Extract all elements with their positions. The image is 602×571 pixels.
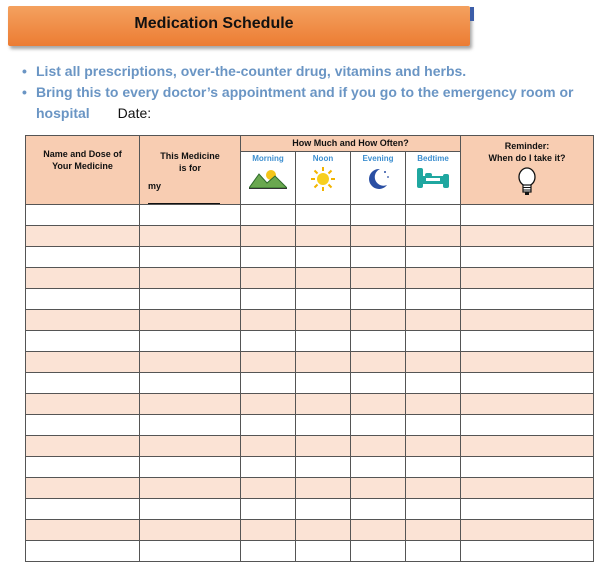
morning-cell[interactable]	[241, 394, 296, 415]
medicine-cell[interactable]	[26, 352, 140, 373]
bedtime-cell[interactable]	[406, 457, 461, 478]
instructions-list	[22, 61, 592, 124]
morning-cell[interactable]	[241, 226, 296, 247]
column-header-noon	[296, 151, 351, 204]
column-header-bedtime	[406, 151, 461, 204]
table-row	[26, 457, 594, 478]
table-row	[26, 541, 594, 562]
evening-cell[interactable]	[351, 226, 406, 247]
purpose-cell[interactable]	[140, 331, 241, 352]
sun-icon	[310, 166, 336, 192]
reminder-cell[interactable]	[461, 289, 594, 310]
purpose-blank-line	[148, 194, 220, 204]
medicine-cell[interactable]	[26, 247, 140, 268]
column-header-frequency: How Much and How Often?	[241, 136, 461, 152]
header-reminder-line2: When do I take it?	[488, 153, 566, 163]
table-row	[26, 226, 594, 247]
purpose-cell[interactable]	[140, 436, 241, 457]
noon-cell[interactable]	[296, 415, 351, 436]
table-row	[26, 310, 594, 331]
evening-cell[interactable]	[351, 520, 406, 541]
reminder-cell[interactable]	[461, 415, 594, 436]
reminder-cell[interactable]	[461, 205, 594, 226]
purpose-cell[interactable]	[140, 457, 241, 478]
table-row	[26, 520, 594, 541]
reminder-cell[interactable]	[461, 268, 594, 289]
header-purpose-line1: This Medicine	[160, 151, 220, 161]
medicine-cell[interactable]	[26, 373, 140, 394]
evening-cell[interactable]	[351, 352, 406, 373]
bedtime-cell[interactable]	[406, 268, 461, 289]
bedtime-cell[interactable]	[406, 478, 461, 499]
table-row	[26, 499, 594, 520]
medicine-cell[interactable]	[26, 205, 140, 226]
noon-cell[interactable]	[296, 352, 351, 373]
morning-cell[interactable]	[241, 247, 296, 268]
evening-cell[interactable]	[351, 394, 406, 415]
morning-cell[interactable]	[241, 205, 296, 226]
purpose-cell[interactable]	[140, 541, 241, 562]
bedtime-cell[interactable]	[406, 331, 461, 352]
morning-cell[interactable]	[241, 310, 296, 331]
bedtime-cell[interactable]	[406, 373, 461, 394]
morning-cell[interactable]	[241, 541, 296, 562]
purpose-cell[interactable]	[140, 268, 241, 289]
bedtime-cell[interactable]	[406, 226, 461, 247]
purpose-cell[interactable]	[140, 226, 241, 247]
noon-cell[interactable]	[296, 373, 351, 394]
evening-cell[interactable]	[351, 541, 406, 562]
moon-stars-icon	[365, 166, 391, 192]
purpose-cell[interactable]	[140, 310, 241, 331]
medicine-cell[interactable]	[26, 331, 140, 352]
reminder-cell[interactable]	[461, 373, 594, 394]
medicine-cell[interactable]	[26, 226, 140, 247]
date-label: Date:	[117, 105, 152, 121]
table-body	[26, 205, 594, 562]
reminder-cell[interactable]	[461, 436, 594, 457]
noon-cell[interactable]	[296, 499, 351, 520]
table-row	[26, 268, 594, 289]
noon-label: Noon	[312, 153, 334, 163]
table-row	[26, 436, 594, 457]
morning-cell[interactable]	[241, 499, 296, 520]
bedtime-cell[interactable]	[406, 499, 461, 520]
bedtime-cell[interactable]	[406, 310, 461, 331]
instruction-text: List all prescriptions, over-the-counter drug, vitamins and herbs.	[36, 63, 467, 79]
lightbulb-icon	[517, 167, 537, 197]
evening-cell[interactable]	[351, 310, 406, 331]
reminder-cell[interactable]	[461, 310, 594, 331]
noon-cell[interactable]	[296, 205, 351, 226]
reminder-cell[interactable]	[461, 499, 594, 520]
table-row	[26, 352, 594, 373]
bedtime-cell[interactable]	[406, 247, 461, 268]
morning-label: Morning	[252, 153, 284, 163]
column-header-name	[26, 136, 140, 205]
bedtime-cell[interactable]	[406, 205, 461, 226]
reminder-cell[interactable]	[461, 478, 594, 499]
reminder-cell[interactable]	[461, 247, 594, 268]
sunrise-hills-icon	[249, 166, 287, 190]
instruction-text	[36, 82, 592, 124]
noon-cell[interactable]	[296, 289, 351, 310]
evening-cell[interactable]	[351, 478, 406, 499]
purpose-cell[interactable]	[140, 394, 241, 415]
bedtime-cell[interactable]	[406, 352, 461, 373]
purpose-cell[interactable]	[140, 373, 241, 394]
medicine-cell[interactable]	[26, 394, 140, 415]
instruction-item	[22, 61, 592, 82]
morning-cell[interactable]	[241, 520, 296, 541]
column-header-morning	[241, 151, 296, 204]
medication-table	[25, 135, 594, 562]
evening-cell[interactable]	[351, 247, 406, 268]
table-row	[26, 289, 594, 310]
column-header-reminder	[461, 136, 594, 205]
morning-cell[interactable]	[241, 331, 296, 352]
title-banner	[8, 6, 470, 46]
bedtime-cell[interactable]	[406, 520, 461, 541]
bedtime-cell[interactable]	[406, 289, 461, 310]
bed-icon	[416, 166, 450, 190]
evening-label: Evening	[362, 153, 394, 163]
bedtime-cell[interactable]	[406, 415, 461, 436]
purpose-blank	[148, 180, 232, 204]
instruction-item	[22, 82, 592, 124]
medicine-cell[interactable]	[26, 499, 140, 520]
instruction-text-body: Bring this to every doctor’s appointment and if you go to the emergency room or hospital	[36, 84, 574, 121]
table-row	[26, 415, 594, 436]
column-header-evening	[351, 151, 406, 204]
purpose-cell[interactable]	[140, 499, 241, 520]
table-row	[26, 331, 594, 352]
medicine-cell[interactable]	[26, 457, 140, 478]
evening-cell[interactable]	[351, 436, 406, 457]
noon-cell[interactable]	[296, 247, 351, 268]
noon-cell[interactable]	[296, 310, 351, 331]
medicine-cell[interactable]	[26, 415, 140, 436]
morning-cell[interactable]	[241, 268, 296, 289]
noon-cell[interactable]	[296, 268, 351, 289]
medicine-cell[interactable]	[26, 520, 140, 541]
bullet-icon: •	[22, 84, 27, 100]
header-purpose-line2: is for	[178, 163, 201, 173]
table-row	[26, 373, 594, 394]
noon-cell[interactable]	[296, 226, 351, 247]
evening-cell[interactable]	[351, 205, 406, 226]
table-row	[26, 478, 594, 499]
evening-cell[interactable]	[351, 268, 406, 289]
header-name-line2: Your Medicine	[52, 161, 113, 171]
noon-cell[interactable]	[296, 436, 351, 457]
morning-cell[interactable]	[241, 415, 296, 436]
purpose-prefix: my	[148, 181, 162, 191]
bedtime-cell[interactable]	[406, 394, 461, 415]
noon-cell[interactable]	[296, 457, 351, 478]
purpose-cell[interactable]	[140, 415, 241, 436]
evening-cell[interactable]	[351, 499, 406, 520]
bedtime-label: Bedtime	[417, 153, 449, 163]
reminder-cell[interactable]	[461, 331, 594, 352]
reminder-cell[interactable]	[461, 541, 594, 562]
morning-cell[interactable]	[241, 289, 296, 310]
reminder-cell[interactable]	[461, 352, 594, 373]
reminder-cell[interactable]	[461, 394, 594, 415]
evening-cell[interactable]	[351, 457, 406, 478]
morning-cell[interactable]	[241, 457, 296, 478]
purpose-cell[interactable]	[140, 520, 241, 541]
morning-cell[interactable]	[241, 352, 296, 373]
table-row	[26, 205, 594, 226]
header-name-line1: Name and Dose of	[43, 149, 122, 159]
purpose-cell[interactable]	[140, 205, 241, 226]
purpose-cell[interactable]	[140, 352, 241, 373]
noon-cell[interactable]	[296, 541, 351, 562]
medicine-cell[interactable]	[26, 541, 140, 562]
noon-cell[interactable]	[296, 331, 351, 352]
header-reminder-line1: Reminder:	[504, 141, 550, 151]
table-row	[26, 394, 594, 415]
purpose-cell[interactable]	[140, 289, 241, 310]
medicine-cell[interactable]	[26, 436, 140, 457]
purpose-cell[interactable]	[140, 247, 241, 268]
page-title: Medication Schedule	[134, 15, 294, 32]
bedtime-cell[interactable]	[406, 436, 461, 457]
evening-cell[interactable]	[351, 415, 406, 436]
medicine-cell[interactable]	[26, 289, 140, 310]
purpose-cell[interactable]	[140, 478, 241, 499]
morning-cell[interactable]	[241, 373, 296, 394]
evening-cell[interactable]	[351, 373, 406, 394]
reminder-cell[interactable]	[461, 457, 594, 478]
reminder-cell[interactable]	[461, 226, 594, 247]
medicine-cell[interactable]	[26, 310, 140, 331]
medicine-cell[interactable]	[26, 268, 140, 289]
medicine-cell[interactable]	[26, 478, 140, 499]
header-row	[26, 136, 594, 152]
evening-cell[interactable]	[351, 331, 406, 352]
bullet-icon: •	[22, 63, 27, 79]
morning-cell[interactable]	[241, 436, 296, 457]
noon-cell[interactable]	[296, 478, 351, 499]
morning-cell[interactable]	[241, 478, 296, 499]
evening-cell[interactable]	[351, 289, 406, 310]
column-header-purpose	[140, 136, 241, 205]
decorative-tick	[470, 7, 474, 21]
bedtime-cell[interactable]	[406, 541, 461, 562]
reminder-cell[interactable]	[461, 520, 594, 541]
noon-cell[interactable]	[296, 394, 351, 415]
noon-cell[interactable]	[296, 520, 351, 541]
table-row	[26, 247, 594, 268]
